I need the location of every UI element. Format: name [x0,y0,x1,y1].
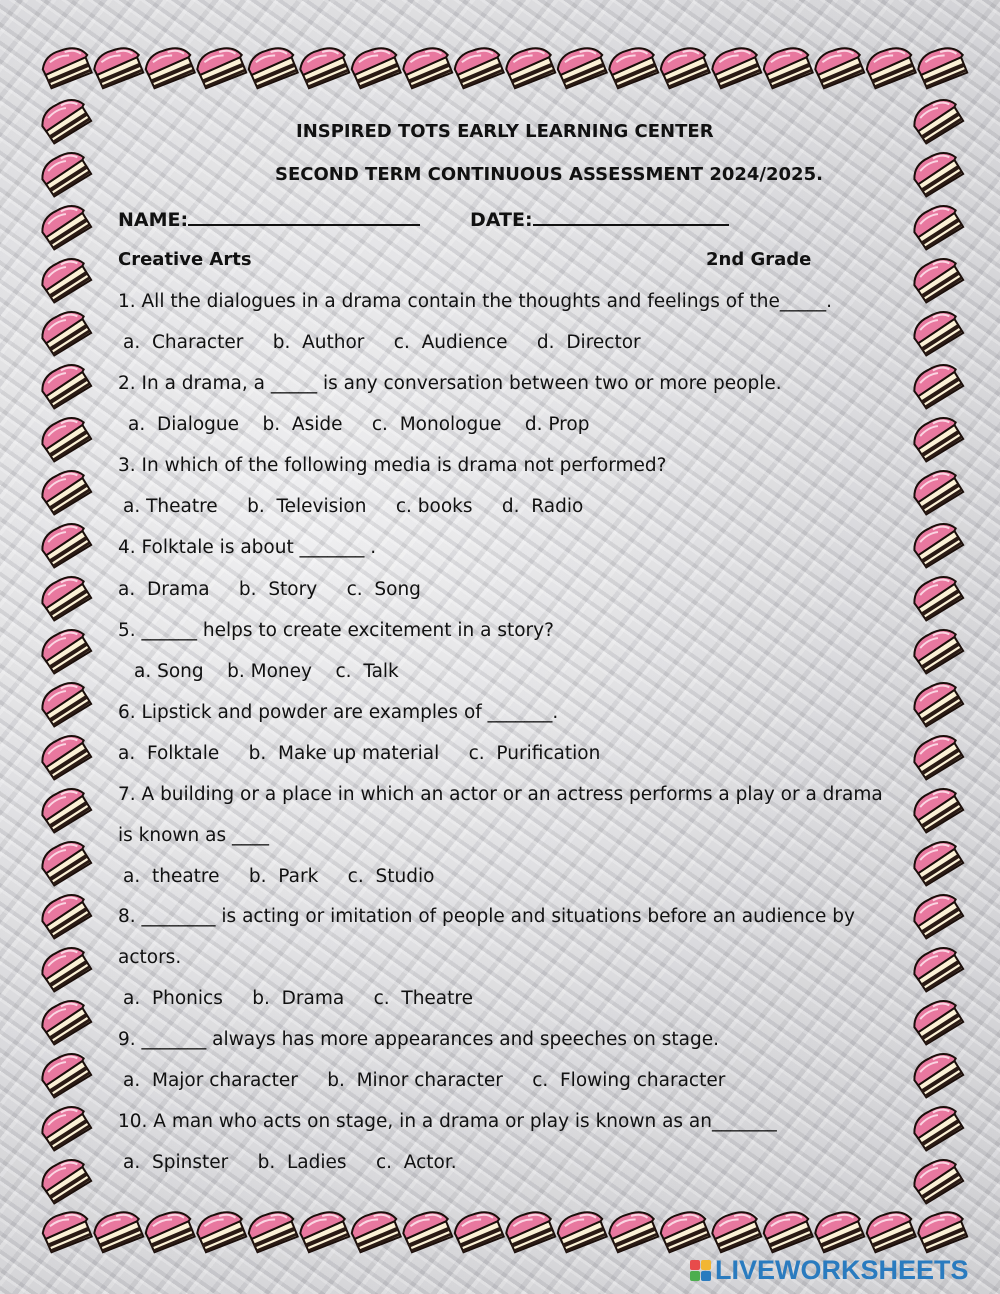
question-9-text: 9. _______ always has more appearances and speeches on stage. [118,1029,720,1050]
cake-icon [813,1210,866,1253]
cake-icon [37,519,94,569]
question-5-options[interactable]: a. Song b. Money c. Talk [134,661,399,682]
cake-icon [37,625,94,675]
cake-icon [909,95,966,145]
name-blank[interactable] [188,206,420,226]
cake-icon [349,46,402,89]
liveworksheets-logo [690,1255,969,1285]
cake-icon [909,890,966,940]
cake-icon [909,837,966,887]
name-label: NAME: [118,209,189,231]
cake-icon [195,1210,248,1253]
cake-icon [909,307,966,357]
cake-icon [37,307,94,357]
date-label: DATE: [470,209,533,231]
cake-icon [864,1210,917,1253]
cake-icon [37,201,94,251]
cake-icon [298,1210,351,1253]
cake-icon [710,1210,763,1253]
cake-icon [909,731,966,781]
cake-icon [504,46,557,89]
cake-icon [298,46,351,89]
cake-icon [37,413,94,463]
cake-icon [37,1102,94,1152]
question-3-options[interactable]: a. Theatre b. Television c. books d. Radio [123,496,584,517]
cake-icon [909,1155,966,1205]
logo-icon [690,1260,711,1281]
cake-icon [92,46,145,89]
cake-icon [37,784,94,834]
cake-icon [37,360,94,410]
cake-icon [909,678,966,728]
question-1-text: 1. All the dialogues in a drama contain the thoughts and feelings of the_____. [118,291,833,312]
cake-icon [37,572,94,622]
cake-icon [607,1210,660,1253]
cake-icon [37,996,94,1046]
question-6-options[interactable]: a. Folktale b. Make up material c. Purification [118,743,601,764]
question-10-text: 10. A man who acts on stage, in a drama or play is known as an_______ [118,1111,777,1132]
school-title: INSPIRED TOTS EARLY LEARNING CENTER [296,121,714,142]
cake-icon [143,1210,196,1253]
cake-icon [504,1210,557,1253]
cake-icon [40,1210,93,1253]
cake-icon [37,678,94,728]
cake-icon [37,1049,94,1099]
question-8-options[interactable]: a. Phonics b. Drama c. Theatre [123,988,473,1009]
cake-icon [37,837,94,887]
cake-icon [658,1210,711,1253]
cake-icon [37,890,94,940]
question-8-text-continued: actors. [118,947,182,968]
question-6-text: 6. Lipstick and powder are examples of _______. [118,702,559,723]
subject-label: Creative Arts [118,249,252,270]
cake-icon [37,254,94,304]
cake-icon [401,46,454,89]
question-7-text-continued: is known as ____ [118,825,270,846]
cake-icon [909,1102,966,1152]
assessment-title: SECOND TERM CONTINUOUS ASSESSMENT 2024/2025. [275,164,823,185]
cake-icon [909,625,966,675]
cake-icon [92,1210,145,1253]
cake-icon [37,148,94,198]
cake-icon [658,46,711,89]
cake-icon [909,148,966,198]
cake-icon [916,1210,969,1253]
cake-icon [813,46,866,89]
cake-icon [37,943,94,993]
cake-icon [246,1210,299,1253]
cake-icon [246,46,299,89]
cake-icon [143,46,196,89]
cake-icon [909,572,966,622]
question-8-text: 8. ________ is acting or imitation of people and situations before an audience by [118,906,855,927]
cake-icon [909,996,966,1046]
name-field[interactable] [118,206,420,231]
cake-icon [40,46,93,89]
cake-icon [909,943,966,993]
question-4-text: 4. Folktale is about _______ . [118,537,377,558]
cake-icon [909,1049,966,1099]
cake-icon [452,1210,505,1253]
cake-icon [916,46,969,89]
cake-icon [909,466,966,516]
cake-icon [909,413,966,463]
cake-icon [909,360,966,410]
cake-icon [909,201,966,251]
date-blank[interactable] [533,206,729,226]
cake-icon [909,254,966,304]
question-10-options[interactable]: a. Spinster b. Ladies c. Actor. [123,1152,457,1173]
grade-label: 2nd Grade [706,249,812,270]
question-4-options[interactable]: a. Drama b. Story c. Song [118,579,421,600]
cake-icon [555,1210,608,1253]
cake-icon [349,1210,402,1253]
cake-icon [761,1210,814,1253]
question-7-options[interactable]: a. theatre b. Park c. Studio [123,866,435,887]
question-9-options[interactable]: a. Major character b. Minor character c. Flowing character [123,1070,726,1091]
cake-icon [909,519,966,569]
cake-icon [452,46,505,89]
cake-icon [864,46,917,89]
question-1-options[interactable]: a. Character b. Author c. Audience d. Director [123,332,641,353]
cake-icon [37,1155,94,1205]
question-3-text: 3. In which of the following media is drama not performed? [118,455,667,476]
cake-icon [555,46,608,89]
question-2-options[interactable]: a. Dialogue b. Aside c. Monologue d. Prop [128,414,590,435]
cake-icon [195,46,248,89]
cake-icon [710,46,763,89]
logo-text: LIVEWORKSHEETS [715,1254,969,1285]
cake-icon [607,46,660,89]
cake-icon [401,1210,454,1253]
cake-icon [37,466,94,516]
question-2-text: 2. In a drama, a _____ is any conversation between two or more people. [118,373,782,394]
cake-icon [37,95,94,145]
cake-icon [761,46,814,89]
cake-icon [37,731,94,781]
question-5-text: 5. ______ helps to create excitement in a story? [118,620,554,641]
question-7-text: 7. A building or a place in which an actor or an actress performs a play or a drama [118,784,883,805]
cake-icon [909,784,966,834]
date-field[interactable] [470,206,729,231]
